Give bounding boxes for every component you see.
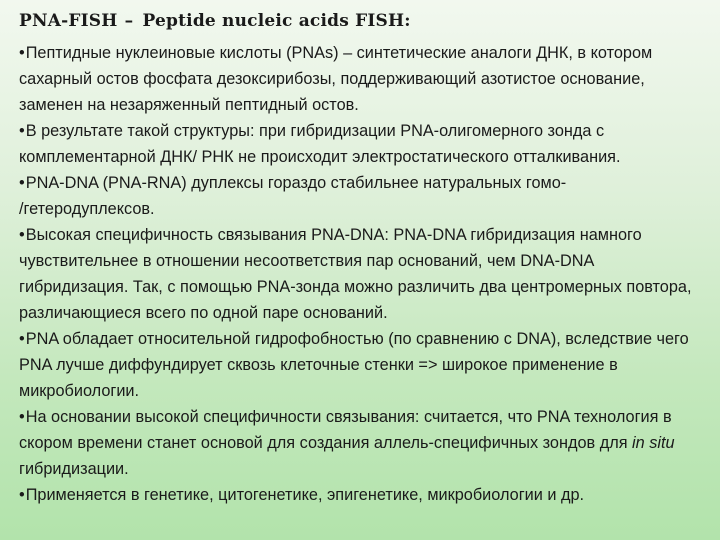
title-subtitle: Peptide nucleic acids FISH: [142, 11, 411, 31]
bullet-marker: • [19, 408, 25, 426]
bullet-marker: • [19, 226, 25, 244]
bullet-text: Пептидные нуклеиновые кислоты (PNAs) – синтетические аналоги ДНК, в котором сахарный остов фосфата дезоксирибозы, поддерживающий азотистое основание, заменен на незаряженный пептидный остов. [19, 44, 653, 114]
bullet-text-line1: PNA-DNA (PNA-RNA) дуплексы гораздо стабильнее натуральных гомо- [25, 174, 567, 192]
bullet-marker: • [19, 330, 25, 348]
bullet-marker: • [19, 486, 25, 504]
bullet-marker: • [19, 44, 25, 62]
bullet-text-end: гибридизации. [19, 460, 129, 478]
bullet-item-future-technology [19, 404, 706, 482]
slide-title [19, 8, 706, 34]
bullet-text: На основании высокой специфичности связывания: считается, что PNA технология в скором времени станет основой для создания аллель-специфичных зондов для [19, 408, 672, 452]
bullet-item-duplex-stability [19, 170, 706, 222]
bullet-text: Применяется в генетике, цитогенетике, эпигенетике, микробиологии и др. [25, 486, 585, 504]
bullet-text: PNA обладает относительной гидрофобностью (по сравнению с DNA), вследствие чего PNA лучше диффундирует сквозь клеточные стенки => широкое применение в микробиологии. [19, 330, 689, 400]
bullet-text-line2: /гетеродуплексов. [19, 200, 155, 218]
title-dash: – [124, 11, 134, 31]
bullet-text: В результате такой структуры: при гибридизации PNA-олигомерного зонда с комплементарной ДНК/ РНК не происходит электростатического отталкивания. [19, 122, 621, 166]
bullet-item-pna-definition [19, 40, 706, 118]
bullet-text: Высокая специфичность связывания PNA-DNA: PNA-DNA гибридизация намного чувствительнее в отношении несоответствия пар оснований, чем DNA-DNA гибридизация. Так, с помощью PNA-зонда можно различить два центромерных повтора, различающиеся всего по одной паре оснований. [19, 226, 692, 322]
bullet-marker: • [19, 174, 25, 192]
title-term: PNA-FISH [19, 11, 118, 31]
bullet-item-hydrophobicity [19, 326, 706, 404]
bullet-item-applications [19, 482, 706, 508]
bullet-text-italic-in-situ: in situ [632, 434, 675, 452]
bullet-item-binding-specificity [19, 222, 706, 326]
bullet-item-no-repulsion [19, 118, 706, 170]
bullet-marker: • [19, 122, 25, 140]
bullet-list [19, 40, 706, 508]
